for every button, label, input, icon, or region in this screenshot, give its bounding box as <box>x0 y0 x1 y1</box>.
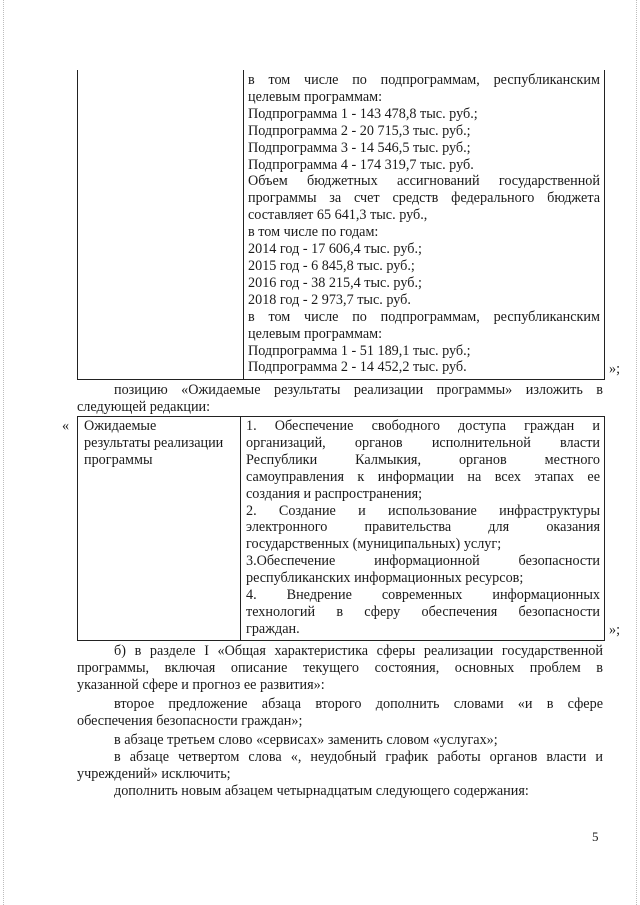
third-paragraph-line: в абзаце третьем слово «сервисах» заменить словом «услугах»; <box>114 732 498 748</box>
section-b-line1: б) в разделе I «Общая характеристика сферы реализации государственной <box>114 643 603 659</box>
table-line: целевым программам: <box>248 325 383 342</box>
table-line: 2018 год - 2 973,7 тыс. руб. <box>248 291 411 308</box>
fourth-paragraph-line2: учреждений» исключить; <box>77 766 231 782</box>
table-line: технологий в сферу обеспечения безопасности <box>246 603 600 620</box>
page-edge-right <box>636 0 637 905</box>
table2-closing-quote: »; <box>609 622 621 638</box>
table-line: 2. Создание и использование инфраструктуры <box>246 502 600 519</box>
table-line: электронного правительства для оказания <box>246 519 600 536</box>
funding-table-divider <box>243 70 244 379</box>
table-line: 1. Обеспечение свободного доступа граждан и <box>246 418 600 434</box>
section-b-line2: программы, включая описание текущего состояния, основных проблем в <box>77 660 603 676</box>
table-line: граждан. <box>246 620 300 637</box>
table-line: 4. Внедрение современных информационных <box>246 587 600 604</box>
page-edge-left <box>3 0 4 905</box>
table-line: Ожидаемые <box>84 418 157 434</box>
position-paragraph-line2: следующей редакции: <box>77 399 211 415</box>
table-line: целевым программам: <box>248 88 383 105</box>
second-sentence-line2: обеспечения безопасности граждан»; <box>77 713 303 729</box>
table-line: Подпрограмма 2 - 14 452,2 тыс. руб. <box>248 359 467 376</box>
expected-results-left-cell <box>84 418 234 469</box>
table-line: результаты реализации <box>84 434 224 451</box>
table-line: Подпрограмма 4 - 174 319,7 тыс. руб. <box>248 156 474 173</box>
table-line: в том числе по подпрограммам, республиканским <box>248 72 600 88</box>
page-number: 5 <box>592 829 599 844</box>
table-line: государственных (муниципальных) услуг; <box>246 536 502 553</box>
table-line: 2015 год - 6 845,8 тыс. руб.; <box>248 257 415 274</box>
table-line: самоуправления к информации на всех этапах ее <box>246 468 600 485</box>
table-line: Республики Калмыкия, органов местного <box>246 451 600 468</box>
table-line: создания и распространения; <box>246 485 423 502</box>
position-paragraph-line1: позицию «Ожидаемые результаты реализации программы» изложить в <box>114 382 603 398</box>
expected-results-right-cell <box>246 418 600 638</box>
table2-opening-quote: « <box>62 418 70 434</box>
table-line: программы <box>84 451 153 468</box>
table-line: 3.Обеспечение информационной безопасности <box>246 553 600 570</box>
table-line: Объем бюджетных ассигнований государственной <box>248 173 600 190</box>
table-line: организаций, органов исполнительной власти <box>246 434 600 451</box>
table-line: в том числе по подпрограммам, республиканским <box>248 308 600 325</box>
table1-closing-quote: »; <box>609 361 621 377</box>
fourteenth-paragraph-line: дополнить новым абзацем четырнадцатым следующего содержания: <box>114 783 529 799</box>
fourth-paragraph-line1: в абзаце четвертом слова «, неудобный график работы органов власти и <box>114 749 603 765</box>
funding-table <box>77 70 605 380</box>
table-line: Подпрограмма 3 - 14 546,5 тыс. руб.; <box>248 139 471 156</box>
table-line: 2016 год - 38 215,4 тыс. руб.; <box>248 274 422 291</box>
table-line: республиканских информационных ресурсов; <box>246 570 524 587</box>
expected-results-table-divider <box>240 417 241 640</box>
table-line: Подпрограмма 1 - 51 189,1 тыс. руб.; <box>248 342 471 359</box>
table-line: в том числе по годам: <box>248 224 379 241</box>
table-line: программы за счет средств федерального бюджета <box>248 190 600 207</box>
table-line: 2014 год - 17 606,4 тыс. руб.; <box>248 241 422 258</box>
expected-results-table <box>77 416 605 641</box>
table-line: Подпрограмма 1 - 143 478,8 тыс. руб.; <box>248 105 478 122</box>
table-line: Подпрограмма 2 - 20 715,3 тыс. руб.; <box>248 122 471 139</box>
table-line: составляет 65 641,3 тыс. руб., <box>248 207 428 224</box>
section-b-line3: указанной сфере и прогноз ее развития»: <box>77 677 325 693</box>
second-sentence-line1: второе предложение абзаца второго дополнить словами «и в сфере <box>114 696 603 712</box>
funding-table-right-cell <box>248 72 600 376</box>
